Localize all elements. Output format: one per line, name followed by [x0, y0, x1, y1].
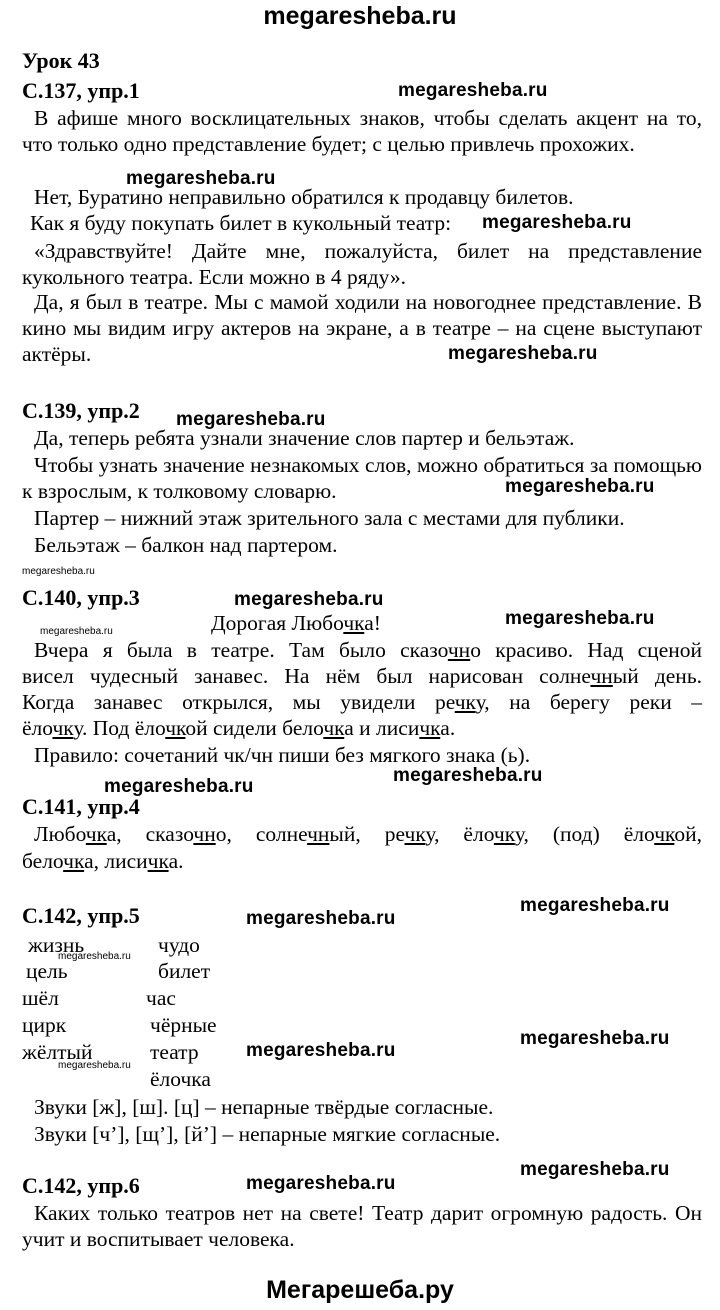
lesson-title: Урок 43 [22, 48, 100, 73]
ex5-left-word-3: шёл [22, 986, 59, 1010]
ex5-heading: С.142, упр.5 [22, 903, 140, 928]
footer-watermark: Мегарешеба.ру [266, 1276, 454, 1304]
ex5-paragraph-2: Звуки [ч’], [щ’], [й’] – непарные мягкие согласные. [34, 1122, 501, 1146]
watermark-6: megaresheba.ru [505, 476, 655, 497]
ex2-paragraph-2: Чтобы узнать значение незнакомых слов, можно обратиться за помощью к взрослым, к толковому словарю. [22, 453, 702, 503]
ex1-paragraph-1: В афише много восклицательных знаков, чтобы сделать акцент на то, что только одно представление будет; с целью привлечь прохожих. [22, 106, 702, 156]
watermark-2: megaresheba.ru [126, 168, 276, 189]
ex2-paragraph-1: Да, теперь ребята узнали значение слов партер и бельэтаж. [34, 426, 575, 450]
watermark-3: megaresheba.ru [482, 212, 632, 233]
ex2-paragraph-4: Бельэтаж – балкон над партером. [34, 533, 338, 557]
ex1-paragraph-3: Как я буду покупать билет в кукольный театр: [30, 211, 452, 235]
watermark-14: megaresheba.ru [246, 1040, 396, 1061]
ex3-line-1: Вчера я была в театре. Там было сказочно красиво. Над сценой [34, 638, 702, 662]
ex4-line-1: Любочка, сказочно, солнечный, речку, ёлочку, (под) ёлочкой, [34, 822, 702, 846]
ex4-heading: С.141, упр.4 [22, 794, 140, 819]
ex3-heading: С.140, упр.3 [22, 585, 140, 610]
ex1-paragraph-4: «Здравствуйте! Дайте мне, пожалуйста, билет на представление кукольного театра. Если можно в 4 ряду». [22, 239, 702, 289]
watermark-13: megaresheba.ru [520, 1028, 670, 1049]
ex5-paragraph-1: Звуки [ж], [ш]. [ц] – непарные твёрдые согласные. [34, 1095, 494, 1119]
watermark-11: megaresheba.ru [520, 895, 670, 916]
watermark-4: megaresheba.ru [448, 343, 598, 364]
ex5-left-word-1: жизнь [28, 933, 85, 957]
ex4-line-2: белочка, лисичка. [22, 849, 184, 873]
ex3-greeting: Дорогая Любочка! [211, 611, 381, 635]
ex5-right-word-4: чёрные [150, 1013, 217, 1037]
ex5-right-word-5: театр [150, 1040, 199, 1064]
ex5-left-word-2: цель [26, 959, 68, 983]
ex2-paragraph-3: Партер – нижний этаж зрительного зала с местами для публики. [34, 506, 625, 530]
ex3-line-3: Когда занавес открылся, мы увидели речку, на берегу реки – [22, 690, 703, 714]
ex5-left-word-4: цирк [22, 1013, 67, 1037]
ex5-right-word-6: ёлочка [150, 1067, 211, 1091]
ex5-right-word-3: час [146, 986, 176, 1010]
ex1-paragraph-2: Нет, Буратино неправильно обратился к продавцу билетов. [34, 185, 574, 209]
watermark-1: megaresheba.ru [398, 80, 548, 101]
ex3-rule: Правило: сочетаний чк/чн пиши без мягкого знака (ь). [34, 743, 531, 767]
ex1-paragraph-5: Да, я был в театре. Мы с мамой ходили на новогоднее представление. В кино мы видим игру актеров на экране, а в театре – на сцене выступают актёры. [22, 290, 702, 366]
watermark-small-1: megaresheba.ru [22, 566, 95, 577]
watermark-15: megaresheba.ru [520, 1159, 670, 1180]
watermark-small-4: megaresheba.ru [58, 1060, 131, 1071]
ex1-heading: С.137, упр.1 [22, 78, 140, 103]
ex3-line-4: ёлочку. Под ёлочкой сидели белочка и лисичка. [22, 716, 456, 740]
watermark-10: megaresheba.ru [393, 765, 543, 786]
ex6-paragraph-1: Каких только театров нет на свете! Театр дарит огромную радость. Он учит и воспитывает человека. [22, 1201, 702, 1251]
ex5-right-word-2: билет [158, 959, 211, 983]
watermark-small-2: megaresheba.ru [40, 626, 113, 637]
ex6-heading: С.142, упр.6 [22, 1173, 140, 1198]
ex5-left-word-5: жёлтый [22, 1040, 93, 1064]
ex3-line-2: висел чудесный занавес. На нём был нарисован солнечный день. [22, 664, 702, 688]
watermark-12: megaresheba.ru [246, 908, 396, 929]
watermark-8: megaresheba.ru [505, 608, 655, 629]
watermark-9: megaresheba.ru [104, 776, 254, 797]
watermark-5: megaresheba.ru [176, 409, 326, 430]
header-watermark: megaresheba.ru [263, 2, 457, 30]
watermark-small-3: megaresheba.ru [58, 951, 131, 962]
ex5-right-word-1: чудо [158, 933, 200, 957]
watermark-16: megaresheba.ru [246, 1173, 396, 1194]
watermark-7: megaresheba.ru [234, 589, 384, 610]
ex2-heading: С.139, упр.2 [22, 398, 140, 423]
